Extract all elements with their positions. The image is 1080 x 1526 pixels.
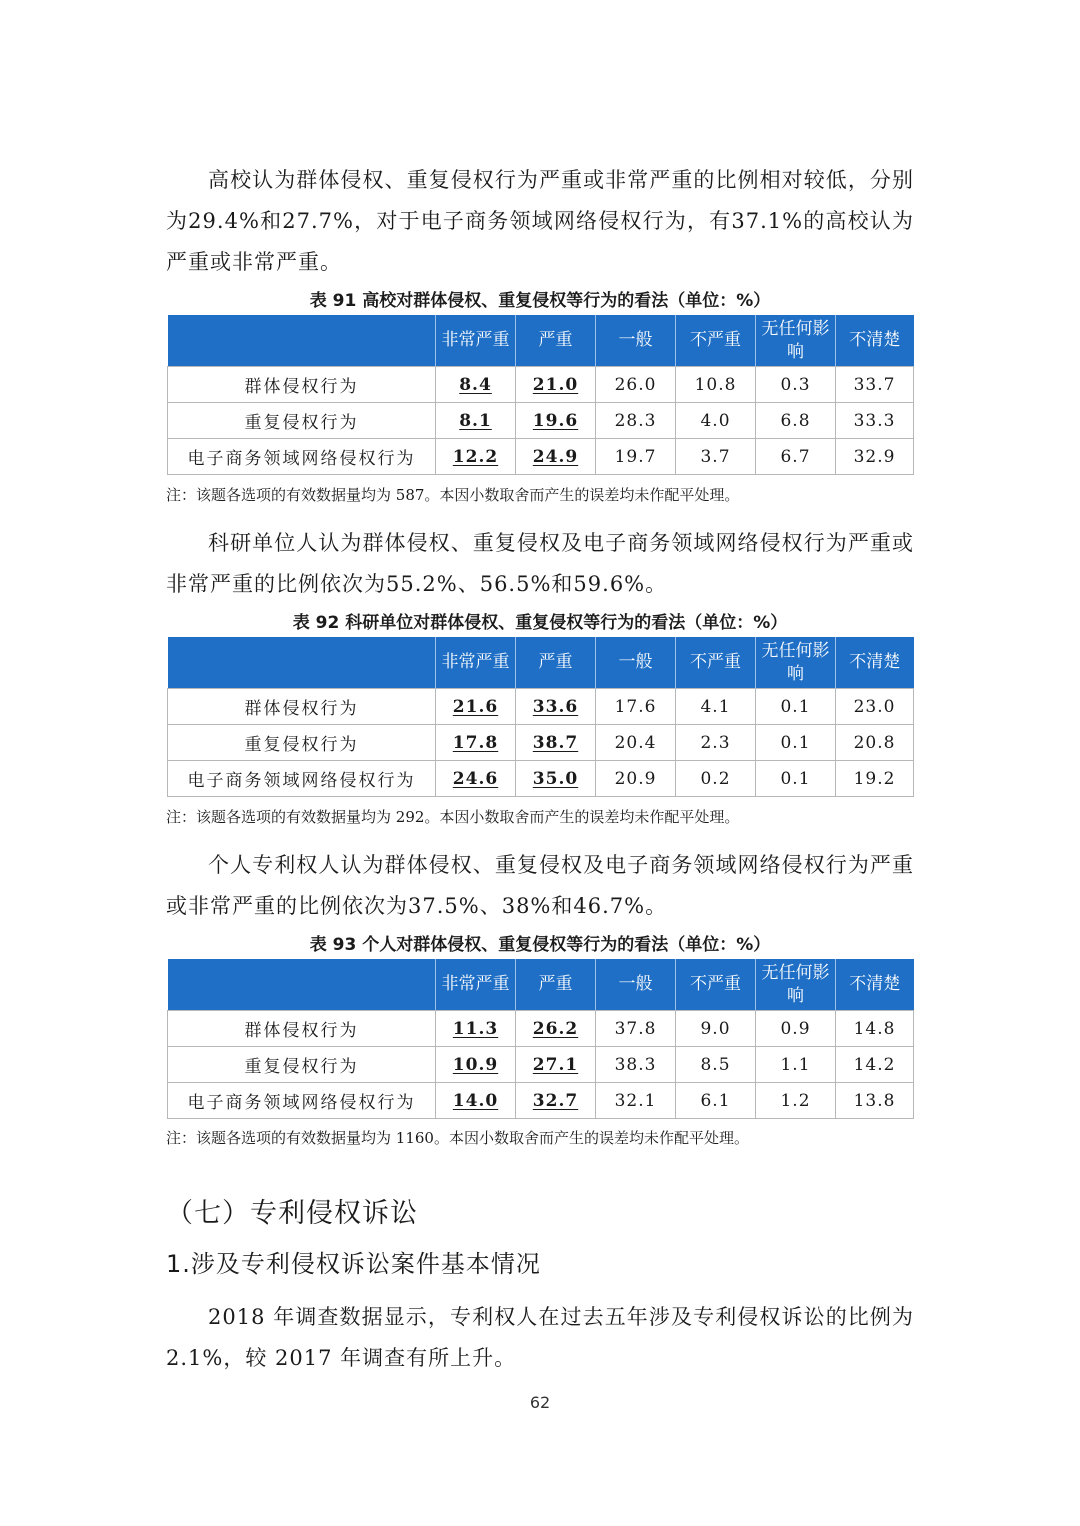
cell-value: 13.8 — [836, 1083, 914, 1119]
cell-value: 38.3 — [596, 1047, 676, 1083]
cell-value: 14.0 — [436, 1083, 516, 1119]
table-93-note: 注：该题各选项的有效数据量均为 1160。本因小数取舍而产生的误差均未作配平处理。 — [166, 1129, 749, 1147]
row-label: 电子商务领域网络侵权行为 — [168, 761, 436, 797]
cell-value: 12.2 — [436, 439, 516, 475]
cell-value: 20.8 — [836, 725, 914, 761]
header-no-impact: 无任何影响 — [756, 315, 836, 367]
table-92-caption: 表 92 科研单位对群体侵权、重复侵权等行为的看法（单位：%） — [292, 613, 788, 633]
header-general: 一般 — [596, 315, 676, 367]
header-not-serious: 不严重 — [676, 315, 756, 367]
cell-value: 10.9 — [436, 1047, 516, 1083]
cell-value: 21.6 — [436, 689, 516, 725]
header-serious: 严重 — [516, 637, 596, 689]
page-number: 62 — [529, 1393, 551, 1412]
cell-value: 37.8 — [596, 1011, 676, 1047]
header-not-serious: 不严重 — [676, 637, 756, 689]
table-93 — [167, 959, 914, 1119]
cell-value: 19.7 — [596, 439, 676, 475]
cell-value: 33.3 — [836, 403, 914, 439]
cell-value: 9.0 — [676, 1011, 756, 1047]
cell-value: 26.0 — [596, 367, 676, 403]
cell-value: 4.1 — [676, 689, 756, 725]
cell-value: 8.4 — [436, 367, 516, 403]
header-general: 一般 — [596, 959, 676, 1011]
row-label: 重复侵权行为 — [168, 725, 436, 761]
cell-value: 21.0 — [516, 367, 596, 403]
cell-value: 32.1 — [596, 1083, 676, 1119]
cell-value: 33.6 — [516, 689, 596, 725]
cell-value: 0.2 — [676, 761, 756, 797]
cell-value: 14.2 — [836, 1047, 914, 1083]
header-very-serious: 非常严重 — [436, 315, 516, 367]
cell-value: 32.7 — [516, 1083, 596, 1119]
row-label: 重复侵权行为 — [168, 403, 436, 439]
cell-value: 27.1 — [516, 1047, 596, 1083]
cell-value: 17.8 — [436, 725, 516, 761]
cell-value: 24.6 — [436, 761, 516, 797]
header-empty — [168, 315, 436, 367]
subsection-heading: 1.涉及专利侵权诉讼案件基本情况 — [166, 1250, 541, 1278]
cell-value: 28.3 — [596, 403, 676, 439]
header-very-serious: 非常严重 — [436, 637, 516, 689]
table-91-note: 注：该题各选项的有效数据量均为 587。本因小数取舍而产生的误差均未作配平处理。 — [166, 486, 740, 504]
cell-value: 11.3 — [436, 1011, 516, 1047]
cell-value: 10.8 — [676, 367, 756, 403]
cell-value: 4.0 — [676, 403, 756, 439]
cell-value: 26.2 — [516, 1011, 596, 1047]
cell-value: 2.3 — [676, 725, 756, 761]
header-serious: 严重 — [516, 959, 596, 1011]
table-row — [168, 367, 914, 403]
table-92-note: 注：该题各选项的有效数据量均为 292。本因小数取舍而产生的误差均未作配平处理。 — [166, 808, 740, 826]
table-header-row — [168, 315, 914, 367]
cell-value: 0.9 — [756, 1011, 836, 1047]
row-label: 群体侵权行为 — [168, 1011, 436, 1047]
cell-value: 24.9 — [516, 439, 596, 475]
header-empty — [168, 637, 436, 689]
header-no-impact: 无任何影响 — [756, 959, 836, 1011]
table-92 — [167, 637, 914, 797]
paragraph-individuals: 个人专利权人认为群体侵权、重复侵权及电子商务领域网络侵权行为严重或非常严重的比例依次为37.5%、38%和46.7%。 — [166, 853, 914, 918]
header-unclear: 不清楚 — [836, 959, 914, 1011]
table-row — [168, 689, 914, 725]
section-heading: （七）专利侵权诉讼 — [166, 1198, 418, 1229]
table-row — [168, 439, 914, 475]
paragraph-litigation: 2018 年调查数据显示，专利权人在过去五年涉及专利侵权诉讼的比例为2.1%，较 2017 年调查有所上升。 — [166, 1305, 914, 1370]
row-label: 电子商务领域网络侵权行为 — [168, 1083, 436, 1119]
table-row — [168, 403, 914, 439]
cell-value: 0.3 — [756, 367, 836, 403]
cell-value: 20.9 — [596, 761, 676, 797]
header-empty — [168, 959, 436, 1011]
cell-value: 19.2 — [836, 761, 914, 797]
cell-value: 3.7 — [676, 439, 756, 475]
cell-value: 1.2 — [756, 1083, 836, 1119]
paragraph-research-units: 科研单位人认为群体侵权、重复侵权及电子商务领域网络侵权行为严重或非常严重的比例依次为55.2%、56.5%和59.6%。 — [166, 531, 914, 596]
table-91 — [167, 315, 914, 475]
cell-value: 14.8 — [836, 1011, 914, 1047]
table-row — [168, 1011, 914, 1047]
table-row — [168, 1047, 914, 1083]
header-serious: 严重 — [516, 315, 596, 367]
cell-value: 8.5 — [676, 1047, 756, 1083]
row-label: 群体侵权行为 — [168, 689, 436, 725]
header-unclear: 不清楚 — [836, 637, 914, 689]
header-no-impact: 无任何影响 — [756, 637, 836, 689]
table-91-caption: 表 91 高校对群体侵权、重复侵权等行为的看法（单位：%） — [309, 291, 771, 311]
row-label: 电子商务领域网络侵权行为 — [168, 439, 436, 475]
cell-value: 19.6 — [516, 403, 596, 439]
cell-value: 6.7 — [756, 439, 836, 475]
cell-value: 0.1 — [756, 725, 836, 761]
cell-value: 32.9 — [836, 439, 914, 475]
table-row — [168, 1083, 914, 1119]
table-header-row — [168, 637, 914, 689]
table-header-row — [168, 959, 914, 1011]
cell-value: 35.0 — [516, 761, 596, 797]
header-not-serious: 不严重 — [676, 959, 756, 1011]
cell-value: 6.8 — [756, 403, 836, 439]
header-unclear: 不清楚 — [836, 315, 914, 367]
cell-value: 0.1 — [756, 689, 836, 725]
cell-value: 20.4 — [596, 725, 676, 761]
cell-value: 8.1 — [436, 403, 516, 439]
table-row — [168, 725, 914, 761]
cell-value: 17.6 — [596, 689, 676, 725]
header-very-serious: 非常严重 — [436, 959, 516, 1011]
header-general: 一般 — [596, 637, 676, 689]
table-93-caption: 表 93 个人对群体侵权、重复侵权等行为的看法（单位：%） — [309, 935, 771, 955]
row-label: 群体侵权行为 — [168, 367, 436, 403]
paragraph-universities: 高校认为群体侵权、重复侵权行为严重或非常严重的比例相对较低，分别为29.4%和27.7%，对于电子商务领域网络侵权行为，有37.1%的高校认为严重或非常严重。 — [166, 168, 914, 274]
cell-value: 38.7 — [516, 725, 596, 761]
cell-value: 1.1 — [756, 1047, 836, 1083]
cell-value: 23.0 — [836, 689, 914, 725]
row-label: 重复侵权行为 — [168, 1047, 436, 1083]
table-row — [168, 761, 914, 797]
cell-value: 6.1 — [676, 1083, 756, 1119]
cell-value: 0.1 — [756, 761, 836, 797]
cell-value: 33.7 — [836, 367, 914, 403]
